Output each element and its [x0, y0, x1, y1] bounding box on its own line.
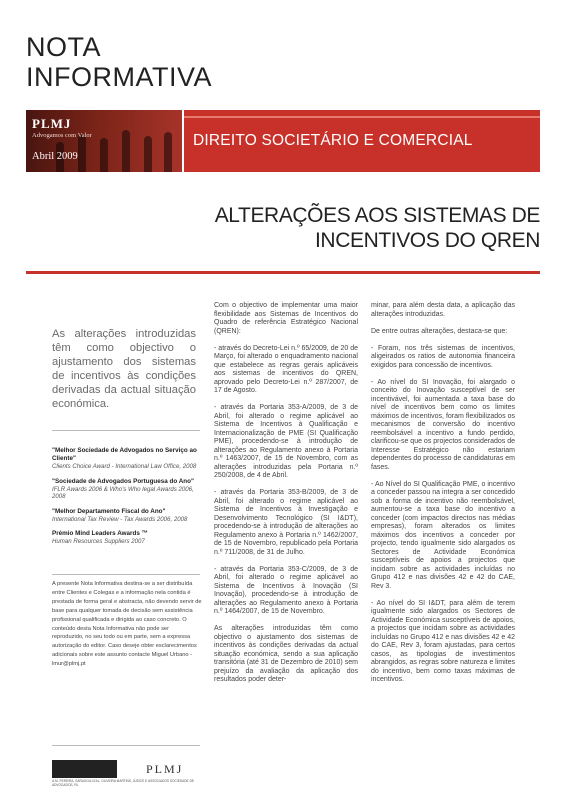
- footer-logo-text: PLMJ: [146, 762, 184, 776]
- paragraph: - através da Portaria 353-B/2009, de 3 de Abril, foi alterado o regime aplicável ao Sistema de Incentivos à Investigação e Desenvolvimento Tecnológico (SI I&DT), procedendo-se à introdução de alterações ao Regulamento anexo à Portaria n.º 1462/2007, de 15 de Novembro, republicado pela Portaria n.º 711/2008, de 31 de Julho.: [214, 489, 358, 556]
- paragraph: - Ao nível do SI Inovação, foi alargado o conceito do Inovação susceptível de ser incentivável, foi aumentada a taxa base do nível de incentivos bem como os limites máximos de incentivos, foram flexibilizados os mecanismos de conversão do incentivo reembolsável a incentivo a fundo perdido, clarificou-se que os projectos considerados de Interesse Estratégico não estariam dependentes do processo de candidaturas em fases.: [371, 378, 515, 471]
- banner-stripe: [184, 116, 540, 118]
- masthead-line-1: NOTA: [26, 32, 101, 62]
- paragraph: - Ao nível do SI I&DT, para além de terem igualmente sido alargados os Sectores de Actividade Económica susceptíveis de apoios, a projectos que incidam sobre as actividades incluídas no Grupo 412 e nas divisões 42 e 42 do CAE, Rev 3, foram ajustadas, para certos casos, as tipologias de investimentos abrangidos, as regras sobre natureza e limites do incentivo, bem como taxas máximas de incentivos.: [371, 599, 515, 683]
- award-source: International Tax Review - Tax Awards 2006, 2008: [52, 515, 188, 523]
- award-item: [52, 478, 202, 501]
- headline-line-2: INCENTIVOS DO QREN: [315, 229, 540, 252]
- divider: [52, 430, 200, 431]
- divider: [52, 745, 200, 746]
- lead-summary: As alterações introduzidas têm como objectivo o ajustamento dos sistemas de incentivos às condições derivadas da actual situação económica.: [52, 328, 196, 410]
- award-name: "Sociedade de Advogados Portuguesa do Ano": [52, 477, 194, 485]
- banner: [26, 110, 540, 172]
- award-source: Human Resources Suppliers 2007: [52, 538, 145, 545]
- paragraph: minar, para além desta data, a aplicação das alterações introduzidas.: [371, 302, 515, 318]
- paragraph: As alterações introduzidas têm como objectivo o ajustamento dos sistemas de incentivos às condições derivadas da actual situação económica, sendo a sua aplicação transitória (até 31 de Dezembro de 2010) sem prejuízo da avaliação da aplicação dos resultados poder deter-: [214, 625, 358, 683]
- footer-legal-name: A.M. PEREIRA, SÁRAGGA LEAL, OLIVEIRA MARTINS, JÚDICE E ASSOCIADOS SOCIEDADE DE ADVOGADOS, RL: [52, 779, 194, 788]
- logo-block: [52, 760, 117, 778]
- section-title: DIREITO SOCIETÁRIO E COMERCIAL: [193, 132, 473, 149]
- banner-photo: [26, 110, 182, 172]
- headline-rule: [26, 271, 540, 274]
- silhouette: [164, 132, 172, 172]
- paragraph: - através da Portaria 353-A/2009, de 3 de Abril, foi alterado o regime aplicável ao Sistema de Incentivos à Qualificação e Internacionalização de PME (SI Qualificação PME), procedendo-se à introdução de alterações ao Regulamento anexo à Portaria n.º 1463/2007, de 15 de Novembro, com as alterações introduzidas pela Portaria n.º 250/2008, de 4 de Abril.: [214, 404, 358, 479]
- brand-slogan: Advogamos com Valor: [32, 132, 92, 139]
- headline-line-1: ALTERAÇÕES AOS SISTEMAS DE: [214, 204, 540, 227]
- paragraph: - Ao Nível do SI Qualificação PME, o incentivo a conceder passou na integra a ser concedido sob a forma de incentivo não reembolsável, aumentou-se a taxa base do incentivo a conceder (com impactos directos nas médias empresas), foram alterados os limites máximos dos incentivos a conceder por projecto, tendo igualmente sido alargados os Sectores de Actividade Económica susceptíveis de apoios a projectos que incidam sobre as actividades incluídas no Grupo 412 e nas divisões 42 e 42 do CAE, Rev 3.: [371, 480, 515, 590]
- award-item: [52, 447, 202, 471]
- silhouette: [78, 134, 86, 172]
- disclaimer: A presente Nota Informativa destina-se a ser distribuída entre Clientes e Colegas e a informação nela contida é prestada de forma geral e abstracta, não devendo servir de base para qualquer tomada de decisão sem assistência profissional qualificada e dirigida ao caso concreto. O conteúdo desta Nota Informativa não pode ser reproduzido, no seu todo ou em parte, sem a expressa autorização do editor. Caso deseje obter esclarecimentos adicionais sobre este assunto contacte Miguel Urbano - lmur@plmj.pt: [52, 581, 202, 668]
- award-name: "Melhor Sociedade de Advogados no Serviço ao Cliente": [52, 447, 197, 462]
- brand-logo: PLMJ: [32, 116, 72, 131]
- award-source: IFLR Awards 2006 & Who's Who legal Awards 2006, 2008: [52, 485, 194, 500]
- paragraph: - através da Portaria 353-C/2009, de 3 de Abril, foi alterado o regime aplicável ao Sistema de Incentivos à Inovação (SI Inovação), procedendo-se à introdução de alterações ao Regulamento anexo à Portaria n.º 1464/2007, de 15 de Novembro.: [214, 565, 358, 615]
- footer-logo: [52, 760, 206, 778]
- silhouette: [100, 138, 108, 172]
- award-item: [52, 508, 202, 524]
- divider: [52, 574, 200, 575]
- silhouette: [122, 130, 130, 172]
- awards-list: [52, 447, 202, 553]
- article-column-1: [214, 302, 358, 693]
- paragraph: De entre outras alterações, destaca-se que:: [371, 327, 508, 335]
- silhouette: [144, 136, 152, 172]
- award-name: Prémio Mind Leaders Awards ™: [52, 530, 148, 537]
- award-item: [52, 530, 202, 546]
- article-column-2: [371, 302, 515, 693]
- masthead-line-2: INFORMATIVA: [26, 62, 212, 92]
- paragraph: - Foram, nos três sistemas de incentivos, aligeirados os ratios de autonomia financeira exigidos para concessão de incentivos.: [371, 344, 515, 369]
- award-source: Clients Choice Award - International Law Office, 2008: [52, 463, 197, 470]
- masthead: [26, 32, 326, 92]
- paragraph: Com o objectivo de implementar uma maior flexibilidade aos Sistemas de Incentivos do Quadro de referência Estratégico Nacional (QREN):: [214, 302, 358, 335]
- paragraph: - através do Decreto-Lei n.º 65/2009, de 20 de Março, foi alterado o enquadramento nacional que estabelece as regras gerais aplicáveis aos sistemas de incentivos do QREN, aprovado pelo Decreto-Lei n.º 287/2007, de 17 de Agosto.: [214, 344, 358, 394]
- award-name: "Melhor Departamento Fiscal do Ano": [52, 507, 166, 515]
- issue-date: Abril 2009: [32, 151, 78, 162]
- section-banner: [184, 110, 540, 172]
- headline: [190, 203, 540, 253]
